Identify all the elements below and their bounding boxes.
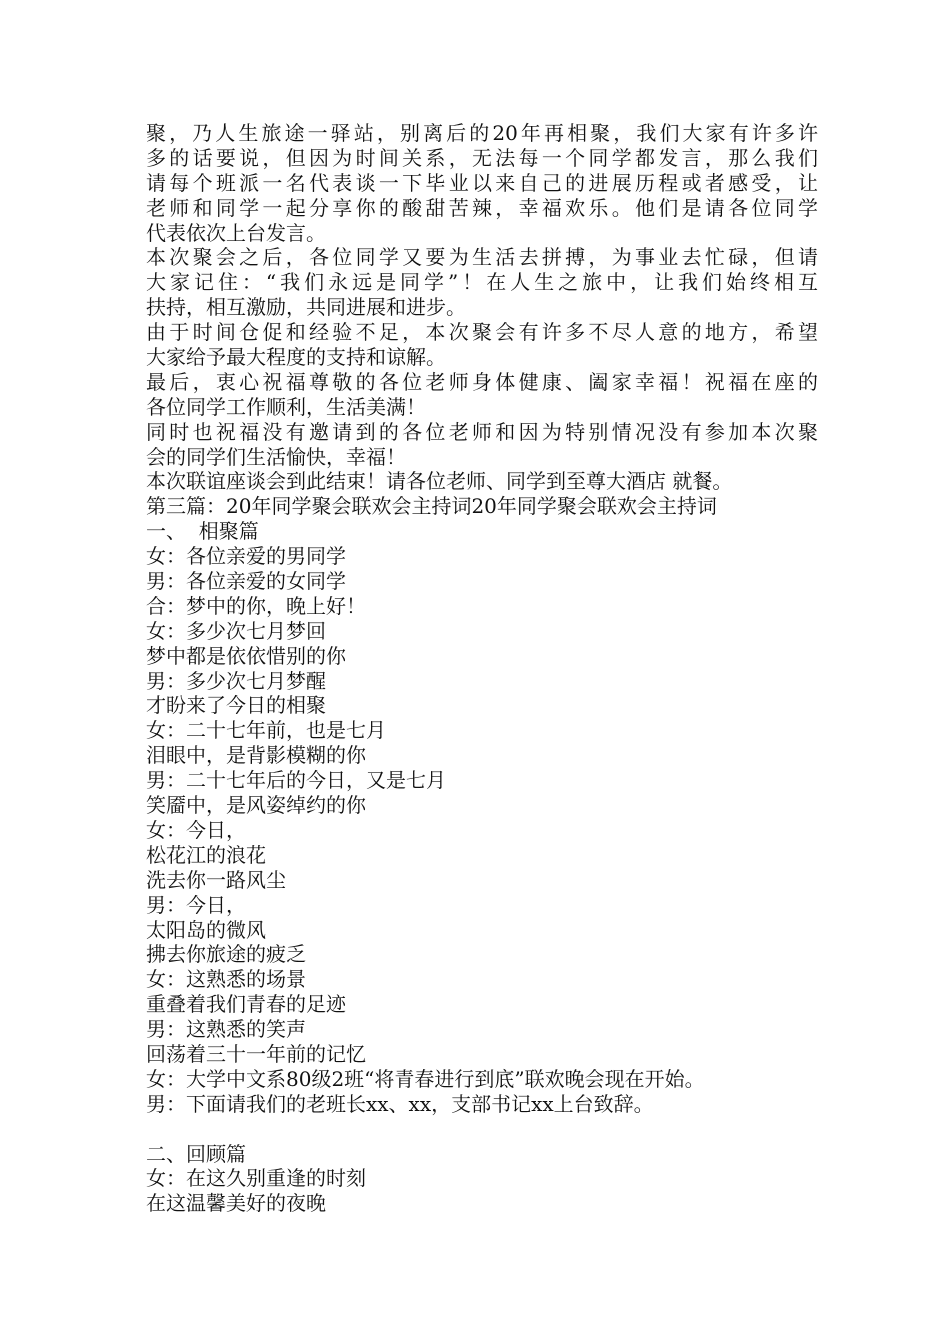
- paragraph-line: 代表依次上台发言。: [146, 220, 326, 245]
- script-line: 男：二十七年后的今日，又是七月: [146, 768, 446, 793]
- subsection-heading: 一、 相聚篇: [146, 519, 259, 544]
- script-line: 女：大学中文系80级2班“将青春进行到底”联欢晚会现在开始。: [146, 1066, 705, 1091]
- script-line: 笑靥中，是风姿绰约的你: [146, 793, 366, 818]
- script-line: 女：多少次七月梦回: [146, 618, 326, 643]
- script-line: 重叠着我们青春的足迹: [146, 992, 346, 1017]
- script-line: 洗去你一路风尘: [146, 867, 286, 892]
- paragraph-line: 各位同学工作顺利，生活美满！: [146, 394, 426, 419]
- script-line: 松花江的浪花: [146, 842, 266, 867]
- paragraph-line: 大家记住：“我们永远是同学”！在人生之旅中，让我们始终相互: [146, 270, 818, 295]
- paragraph-line: 扶持，相互激励，共同进展和进步。: [146, 295, 466, 320]
- script-line: 男：今日，: [146, 892, 246, 917]
- section-heading: 第三篇：20年同学聚会联欢会主持词20年同学聚会联欢会主持词: [146, 494, 717, 519]
- paragraph-line: 请每个班派一名代表谈一下毕业以来自己的进展历程或者感受，让: [146, 170, 818, 195]
- paragraph-line: 老师和同学一起分享你的酸甜苦辣，幸福欢乐。他们是请各位同学: [146, 195, 818, 220]
- script-line: 女：各位亲爱的男同学: [146, 544, 346, 569]
- paragraph-line: 本次联谊座谈会到此结束！请各位老师、同学到至尊大酒店 就餐。: [146, 469, 733, 494]
- paragraph-line: 同时也祝福没有邀请到的各位老师和因为特别情况没有参加本次聚: [146, 419, 818, 444]
- paragraph-line: 由于时间仓促和经验不足，本次聚会有许多不尽人意的地方，希望: [146, 320, 818, 345]
- script-line: 男：这熟悉的笑声: [146, 1017, 306, 1042]
- script-line: 合：梦中的你，晚上好！: [146, 593, 366, 618]
- script-line: 泪眼中，是背影模糊的你: [146, 743, 366, 768]
- script-line: 男：多少次七月梦醒: [146, 668, 326, 693]
- paragraph-line: 聚，乃人生旅途一驿站，别离后的20年再相聚，我们大家有许多许: [146, 121, 818, 145]
- script-line: 女：这熟悉的场景: [146, 967, 306, 992]
- script-line: 梦中都是依依惜别的你: [146, 643, 346, 668]
- script-line: 男：下面请我们的老班长xx、xx，支部书记xx上台致辞。: [146, 1091, 654, 1116]
- document-body: [146, 121, 818, 1216]
- script-line: 女：二十七年前，也是七月: [146, 718, 386, 743]
- script-line: 拂去你旅途的疲乏: [146, 942, 306, 967]
- script-line: 女：今日，: [146, 817, 246, 842]
- paragraph-line: 会的同学们生活愉快，幸福！: [146, 444, 406, 469]
- script-line: 女：在这久别重逢的时刻: [146, 1166, 366, 1191]
- subsection-heading: 二、回顾篇: [146, 1141, 246, 1166]
- script-line: 在这温馨美好的夜晚: [146, 1191, 326, 1216]
- paragraph-line: 本次聚会之后，各位同学又要为生活去拼搏，为事业去忙碌，但请: [146, 245, 818, 270]
- script-line: 男：各位亲爱的女同学: [146, 569, 346, 594]
- script-line: 才盼来了今日的相聚: [146, 693, 326, 718]
- paragraph-line: 最后，衷心祝福尊敬的各位老师身体健康、阖家幸福！祝福在座的: [146, 369, 818, 394]
- paragraph-line: 大家给予最大程度的支持和谅解。: [146, 345, 446, 370]
- blank-line: [146, 1117, 818, 1142]
- script-line: 太阳岛的微风: [146, 917, 266, 942]
- script-line: 回荡着三十一年前的记忆: [146, 1041, 366, 1066]
- paragraph-line: 多的话要说，但因为时间关系，无法每一个同学都发言，那么我们: [146, 145, 818, 170]
